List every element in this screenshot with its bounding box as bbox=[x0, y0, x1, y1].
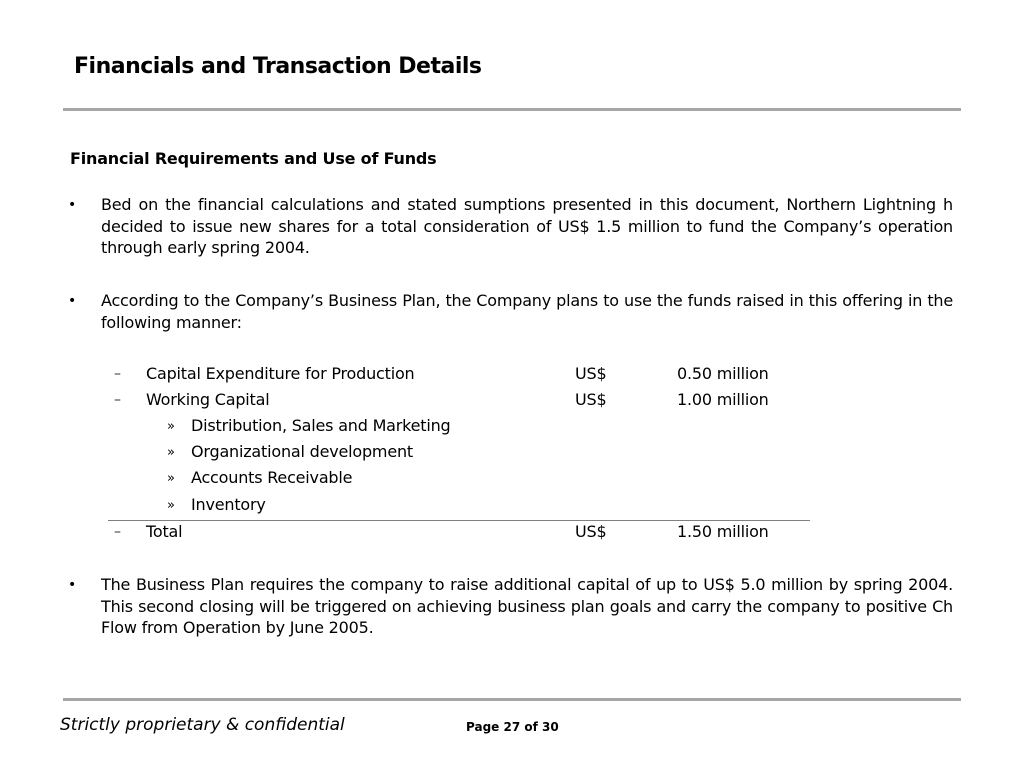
fund-total-amount: 1.50 million bbox=[677, 522, 769, 541]
fund-subitem: Organizational development bbox=[191, 442, 413, 461]
footer-divider bbox=[63, 698, 961, 701]
fund-total-currency: US$ bbox=[575, 522, 607, 541]
raquo-icon: » bbox=[167, 445, 175, 460]
fund-subitem: Distribution, Sales and Marketing bbox=[191, 416, 451, 435]
section-subtitle: Financial Requirements and Use of Funds bbox=[70, 149, 437, 168]
bullet-icon: • bbox=[68, 577, 77, 593]
raquo-icon: » bbox=[167, 419, 175, 434]
raquo-icon: » bbox=[167, 471, 175, 486]
bullet-icon: • bbox=[68, 197, 77, 213]
bullet-icon: • bbox=[68, 293, 77, 309]
fund-item-amount: 0.50 million bbox=[677, 364, 769, 383]
page-number: Page 27 of 30 bbox=[466, 720, 559, 734]
bullet-paragraph: The Business Plan requires the company to raise additional capital of up to US$ 5.0 million by spring 2004. This second closing will be triggered on achieving business plan goals and carry the company to positive Ch Flow from Operation by June 2005. bbox=[101, 575, 953, 637]
raquo-icon: » bbox=[167, 498, 175, 513]
fund-item-label: Capital Expenditure for Production bbox=[146, 364, 415, 383]
dash-icon: – bbox=[114, 524, 121, 540]
page-title: Financials and Transaction Details bbox=[74, 54, 482, 79]
bullet-paragraph: According to the Company’s Business Plan, the Company plans to use the funds raised in this offering in the following manner: bbox=[101, 291, 953, 332]
bullet-paragraph: Bed on the financial calculations and stated sumptions presented in this document, Northern Lightning h decided to issue new shares for a total consideration of US$ 1.5 million to fund the Company’s operation through early spring 2004. bbox=[101, 195, 953, 257]
header-divider bbox=[63, 108, 961, 111]
fund-item-amount: 1.00 million bbox=[677, 390, 769, 409]
fund-subitem: Inventory bbox=[191, 495, 266, 514]
dash-icon: – bbox=[114, 366, 121, 382]
fund-total-label: Total bbox=[146, 522, 183, 541]
fund-item-label: Working Capital bbox=[146, 390, 270, 409]
dash-icon: – bbox=[114, 392, 121, 408]
confidentiality-notice: Strictly proprietary & confidential bbox=[60, 715, 345, 735]
fund-item-currency: US$ bbox=[575, 390, 607, 409]
total-divider bbox=[108, 520, 810, 521]
fund-subitem: Accounts Receivable bbox=[191, 468, 353, 487]
fund-item-currency: US$ bbox=[575, 364, 607, 383]
